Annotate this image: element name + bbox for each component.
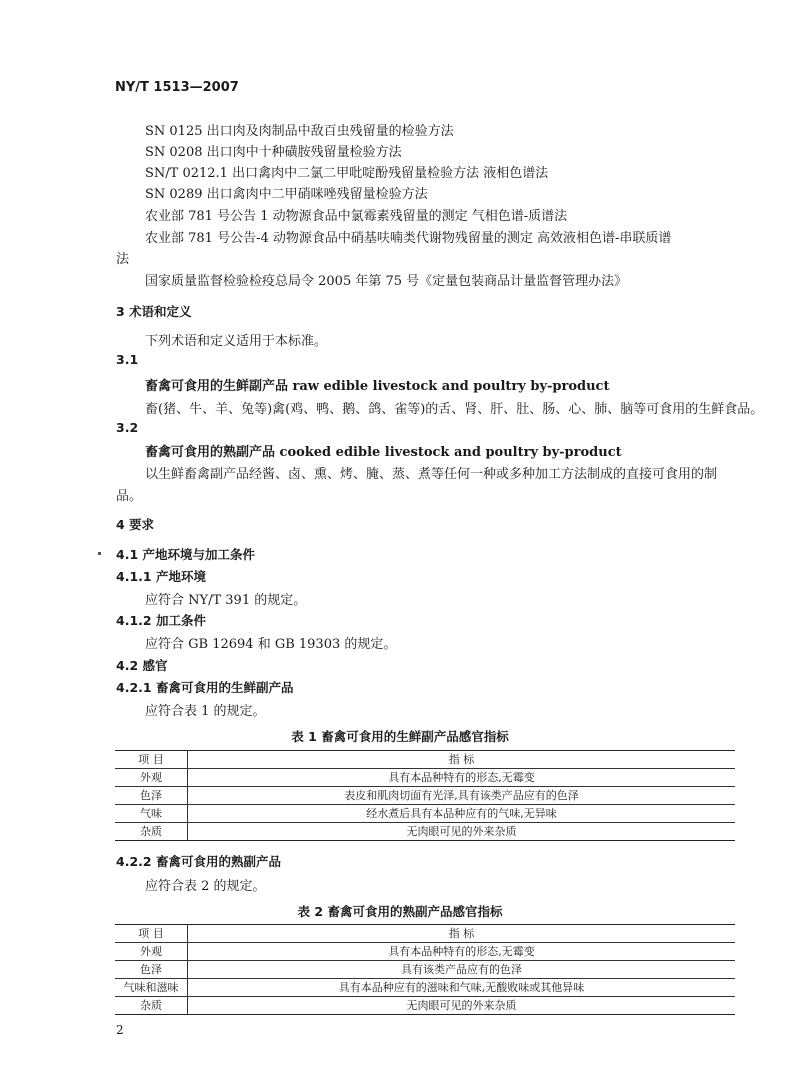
- table-row: [115, 805, 735, 823]
- table-cell: 外观: [115, 943, 188, 961]
- scan-dot: [98, 552, 101, 555]
- table-cell: 气味和滋味: [115, 979, 188, 997]
- clause-4-2-1-text: 应符合表 1 的规定。: [145, 704, 266, 719]
- table-cell: 具有本品种应有的滋味和气味,无酸败味或其他异味: [188, 979, 736, 997]
- section-4-title: 4 要求: [116, 517, 155, 532]
- table-row: [115, 979, 735, 997]
- clause-4-2-2: 4.2.2 畜禽可食用的熟副产品: [116, 854, 281, 869]
- table-cell: 气味: [115, 805, 188, 823]
- table-1: [115, 750, 735, 841]
- table-header-row: [115, 925, 735, 943]
- clause-4-2-1: 4.2.1 畜禽可食用的生鲜副产品: [116, 680, 294, 695]
- table-cell: 具有本品种特有的形态,无霉变: [188, 943, 736, 961]
- ref-item: SN/T 0212.1 出口禽肉中二氯二甲吡啶酚残留量检验方法 液相色谱法: [145, 166, 549, 181]
- column-header-item: 项 目: [115, 751, 188, 769]
- clause-3-1-number: 3.1: [116, 352, 139, 367]
- definition-3-2: 以生鲜畜禽副产品经酱、卤、熏、烤、腌、蒸、煮等任何一种或多种加工方法制成的直接可食用的制: [145, 467, 718, 482]
- clause-4-1-2-text: 应符合 GB 12694 和 GB 19303 的规定。: [145, 637, 397, 652]
- section-3-intro: 下列术语和定义适用于本标准。: [145, 334, 328, 349]
- table-cell: 无肉眼可见的外来杂质: [188, 997, 736, 1015]
- ref-item: 国家质量监督检验检疫总局令 2005 年第 75 号《定量包装商品计量监督管理办法》: [145, 274, 628, 289]
- column-header-item: 项 目: [115, 925, 188, 943]
- table-2: [115, 924, 735, 1015]
- table-cell: 无肉眼可见的外来杂质: [188, 823, 736, 841]
- table-row: [115, 769, 735, 787]
- table-cell: 外观: [115, 769, 188, 787]
- clause-4-1-1-text: 应符合 NY/T 391 的规定。: [145, 593, 307, 608]
- ref-item: SN 0289 出口禽肉中二甲硝咪唑残留量检验方法: [145, 187, 428, 202]
- standard-header: NY/T 1513—2007: [115, 80, 239, 95]
- table-cell: 杂质: [115, 997, 188, 1015]
- table-row: [115, 961, 735, 979]
- table-cell: 色泽: [115, 787, 188, 805]
- table-cell: 具有该类产品应有的色泽: [188, 961, 736, 979]
- section-3-title: 3 术语和定义: [116, 304, 192, 319]
- table-row: [115, 943, 735, 961]
- ref-item: 农业部 781 号公告-4 动物源食品中硝基呋喃类代谢物残留量的测定 高效液相色谱-串联质谱: [145, 231, 672, 246]
- clause-3-2-number: 3.2: [116, 420, 139, 435]
- table-row: [115, 823, 735, 841]
- ref-item: 农业部 781 号公告 1 动物源食品中氯霉素残留量的测定 气相色谱-质谱法: [145, 209, 568, 224]
- term-3-1: 畜禽可食用的生鲜副产品 raw edible livestock and poultry by-product: [145, 379, 610, 394]
- page-number: 2: [116, 1023, 124, 1037]
- table-2-caption: 表 2 畜禽可食用的熟副产品感官指标: [297, 904, 503, 919]
- table-row: [115, 787, 735, 805]
- table-cell: 杂质: [115, 823, 188, 841]
- clause-4-1-1: 4.1.1 产地环境: [116, 569, 206, 584]
- definition-3-1: 畜(猪、牛、羊、兔等)禽(鸡、鸭、鹅、鸽、雀等)的舌、肾、肝、肚、肠、心、肺、脑等可食用的生鲜食品。: [145, 402, 764, 417]
- column-header-index: 指 标: [188, 751, 736, 769]
- table-cell: 表皮和肌肉切面有光泽,具有该类产品应有的色泽: [188, 787, 736, 805]
- ref-item: SN 0125 出口肉及肉制品中敌百虫残留量的检验方法: [145, 124, 454, 139]
- table-cell: 具有本品种特有的形态,无霉变: [188, 769, 736, 787]
- definition-3-2-continued: 品。: [116, 489, 143, 504]
- clause-4-2-2-text: 应符合表 2 的规定。: [145, 879, 266, 894]
- ref-item-continued: 法: [116, 252, 130, 267]
- ref-item: SN 0208 出口肉中十种磺胺残留量检验方法: [145, 145, 402, 160]
- column-header-index: 指 标: [188, 925, 736, 943]
- table-cell: 色泽: [115, 961, 188, 979]
- table-cell: 经水煮后具有本品种应有的气味,无异味: [188, 805, 736, 823]
- clause-4-1: 4.1 产地环境与加工条件: [116, 547, 255, 562]
- table-header-row: [115, 751, 735, 769]
- table-1-caption: 表 1 畜禽可食用的生鲜副产品感官指标: [291, 729, 509, 744]
- clause-4-2: 4.2 感官: [116, 658, 168, 673]
- table-row: [115, 997, 735, 1015]
- clause-4-1-2: 4.1.2 加工条件: [116, 613, 206, 628]
- term-3-2: 畜禽可食用的熟副产品 cooked edible livestock and poultry by-product: [145, 445, 622, 460]
